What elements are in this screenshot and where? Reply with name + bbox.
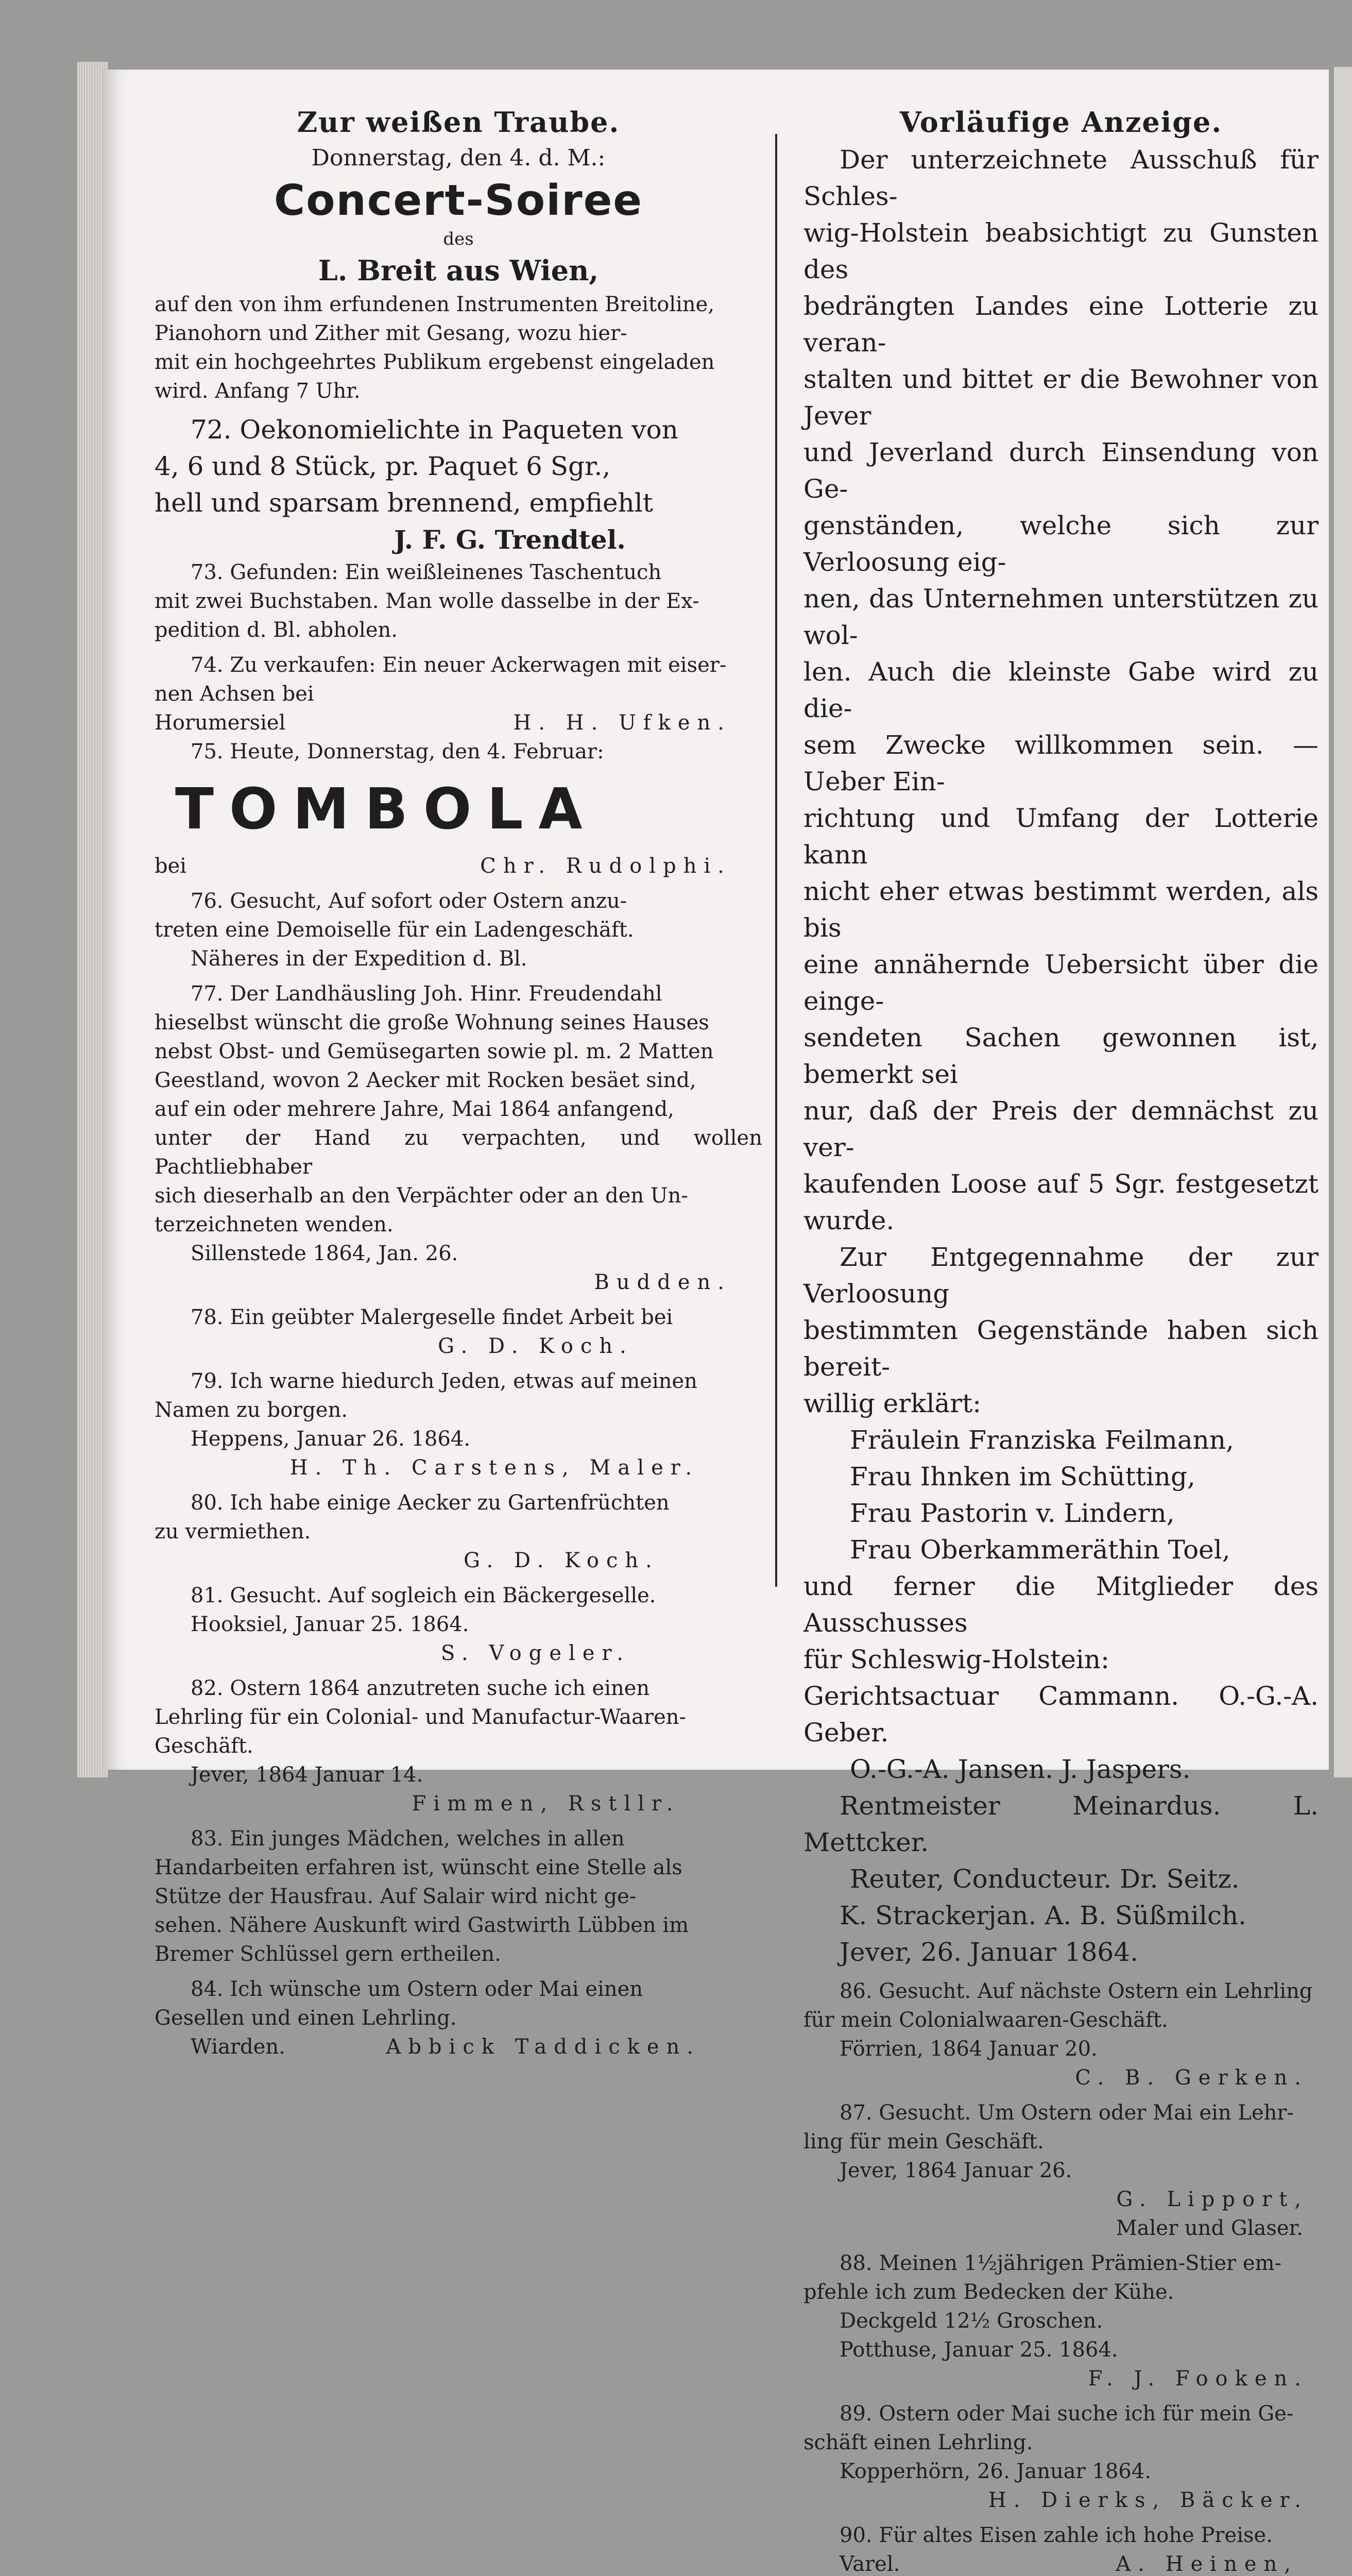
ad-88 [803,2249,1319,2393]
ad-date: Kopperhörn, 26. Januar 1864. [840,2459,1151,2483]
ad-line: sich dieserhalb an den Verpächter oder an den Un- [155,1183,688,1208]
ad-signature: Budden. [594,1270,731,1294]
ad-line: terzeichneten wenden. [155,1212,393,1236]
body-line: stalten und bittet er die Bewohner von Jever [803,364,1319,431]
instr-line: wird. Anfang 7 Uhr. [155,379,361,403]
body-line: für Schleswig-Holstein: [803,1644,1109,1674]
ad-line: unter der Hand zu verpachten, und wollen Pachtliebhaber [155,1126,762,1179]
ad-77 [155,979,762,1297]
ad-line: für mein Colonialwaaren-Geschäft. [803,2008,1168,2032]
helper-name: Frau Oberkammeräthin Toel, [850,1534,1230,1565]
instr-line: Pianohorn und Zither mit Gesang, wozu hier- [155,321,627,345]
body-line: bestimmten Gegenstände haben sich bereit- [803,1315,1319,1382]
ad-signature: G. Lipport, [1116,2187,1308,2211]
member-line: Reuter, Conducteur. Dr. Seitz. [850,1863,1240,1894]
ad-line: hell und sparsam brennend, empfiehlt [155,487,653,518]
ad-signature: S. Vogeler. [441,1641,630,1665]
body-line: nen, das Unternehmen unterstützen zu wol- [803,583,1319,650]
ad-line: 80. Ich habe einige Aecker zu Gartenfrüchten [191,1490,670,1515]
ad-line: 82. Ostern 1864 anzutreten suche ich einen [191,1676,650,1700]
ad-line: 84. Ich wünsche um Ostern oder Mai einen [191,1977,643,2001]
ad-82 [155,1674,762,1818]
ad-89 [803,2399,1319,2515]
ad-line: Stütze der Hausfrau. Auf Salair wird nicht ge- [155,1884,637,1908]
traube-date: Donnerstag, den 4. d. M.: [311,144,606,171]
helper-name: Frau Ihnken im Schütting, [850,1461,1195,1492]
ad-line: pfehle ich zum Bedecken der Kühe. [803,2280,1174,2304]
ad-signature-title: Maler und Glaser. [1116,2216,1303,2240]
ad-73 [155,558,762,645]
ad-line: Namen zu borgen. [155,1398,348,1422]
ad-line: sehen. Nähere Auskunft wird Gastwirth Lübben im [155,1913,689,1937]
ad-line: nen Achsen bei [155,682,314,706]
ad-place: Wiarden. [191,2035,285,2059]
ad-line: treten eine Demoiselle für ein Ladengeschäft. [155,918,634,942]
body-line: Der unterzeichnete Ausschuß für Schles- [803,144,1319,211]
ad-line: Gesellen und einen Lehrling. [155,2006,457,2030]
ad-line: 73. Gefunden: Ein weißleinenes Taschentuch [191,560,662,584]
ad-line: Geschäft. [155,1734,253,1758]
ad-line: 87. Gesucht. Um Ostern oder Mai ein Lehr- [840,2100,1294,2125]
ad-74 [155,651,762,737]
body-line: richtung und Umfang der Lotterie kann [803,803,1319,870]
ad-date: Potthuse, Januar 25. 1864. [840,2337,1118,2362]
ad-signature: J. F. G. Trendtel. [394,524,626,555]
ad-81 [155,1581,762,1668]
member-line: K. Strackerjan. A. B. Süßmilch. [840,1900,1247,1930]
ad-79 [155,1367,762,1482]
ad-line: 88. Meinen 1½jährigen Prämien-Stier em- [840,2251,1282,2275]
ad-line: 72. Oekonomielichte in Paqueten von [191,414,678,445]
body-line: len. Auch die kleinste Gabe wird zu die- [803,656,1319,723]
body-line: und ferner die Mitglieder des Ausschusses [803,1571,1319,1638]
ad-line: 4, 6 und 8 Stück, pr. Paquet 6 Sgr., [155,451,611,481]
ad-line: zu vermiethen. [155,1519,311,1544]
ad-date: Hooksiel, Januar 25. 1864. [191,1612,469,1636]
instr-line: auf den von ihm erfundenen Instrumenten Breitoline, [155,292,715,316]
ad-line: pedition d. Bl. abholen. [155,618,398,642]
left-column [155,103,762,2061]
ad-84 [155,1975,762,2061]
ad-line: Handarbeiten erfahren ist, wünscht eine Stelle als [155,1855,682,1879]
vorlaeufige-body [803,142,1319,1971]
ad-90 [803,2521,1319,2576]
newspaper-page [103,70,1329,2576]
ad-line: 75. Heute, Donnerstag, den 4. Februar: [191,739,604,764]
ad-line: Lehrling für ein Colonial- und Manufactur-Waaren- [155,1705,687,1729]
book-right-edge [1334,67,1352,1777]
ad-line: Näheres in der Expedition d. Bl. [191,946,527,971]
ad-signature: Abbick Taddicken. [386,2035,700,2059]
ad-83 [155,1824,762,1969]
body-line: nicht eher etwas bestimmt werden, als bis [803,876,1319,943]
ad-line: mit zwei Buchstaben. Man wolle dasselbe in der Ex- [155,589,699,613]
breit-name: L. Breit aus Wien, [318,254,599,287]
tombola-title: TOMBOLA [175,775,598,842]
ad-line: schäft einen Lehrling. [803,2430,1033,2454]
ad-bei: bei [155,854,187,878]
ad-line: 83. Ein junges Mädchen, welches in allen [191,1826,625,1851]
instr-line: mit ein hochgeehrtes Publikum ergebenst eingeladen [155,350,715,374]
des-word: des [443,229,474,250]
body-line: kaufenden Loose auf 5 Sgr. festgesetzt wurde. [803,1168,1319,1235]
body-line: nur, daß der Preis der demnächst zu ver- [803,1095,1319,1162]
concert-title: Concert-Soiree [274,176,643,226]
ad-75 [155,737,762,880]
ad-86 [803,1977,1319,2092]
ad-78 [155,1303,762,1361]
vorlaeufige-title: Vorläufige Anzeige. [899,106,1223,139]
ad-line: hieselbst wünscht die große Wohnung seines Hauses [155,1010,709,1035]
ad-date: Jever, 1864 Januar 26. [840,2158,1072,2182]
ad-line: Deckgeld 12½ Groschen. [840,2309,1103,2333]
ad-signature: G. D. Koch. [438,1334,634,1358]
ad-date: Heppens, Januar 26. 1864. [191,1427,471,1451]
ad-place: Varel. [840,2552,900,2576]
body-line: Zur Entgegennahme der zur Verloosung [803,1242,1319,1309]
body-line: eine annähernde Uebersicht über die einge- [803,949,1319,1016]
body-line: bedrängten Landes eine Lotterie zu veran- [803,291,1319,358]
helper-name: Fräulein Franziska Feilmann, [850,1425,1234,1455]
member-line: Rentmeister Meinardus. L. Mettcker. [803,1790,1319,1857]
member-line: Gerichtsactuar Cammann. O.-G.-A. Geber. [803,1681,1319,1748]
ad-line: 74. Zu verkaufen: Ein neuer Ackerwagen mit eiser- [191,653,727,677]
ad-signature: H. Dierks, Bäcker. [988,2488,1308,2512]
ad-place: Horumersiel [155,710,286,735]
ad-signature: A. Heinen, [1116,2552,1298,2576]
right-column [803,103,1319,2576]
ad-line: 90. Für altes Eisen zahle ich hohe Preise. [840,2523,1273,2547]
ad-line: ling für mein Geschäft. [803,2129,1044,2154]
ad-line: 76. Gesucht, Auf sofort oder Ostern anzu- [191,889,627,913]
ad-76 [155,887,762,973]
ad-line: 89. Ostern oder Mai suche ich für mein Ge- [840,2401,1294,2426]
ad-signature: G. D. Koch. [464,1548,659,1572]
ad-87 [803,2098,1319,2243]
ad-line: auf ein oder mehrere Jahre, Mai 1864 anfangend, [155,1097,675,1121]
ad-line: 81. Gesucht. Auf sogleich ein Bäckergeselle. [191,1583,656,1607]
ad-date: Sillenstede 1864, Jan. 26. [191,1241,458,1265]
body-line: sendeten Sachen gewonnen ist, bemerkt sei [803,1022,1319,1089]
ad-80 [155,1488,762,1575]
ad-line: nebst Obst- und Gemüsegarten sowie pl. m. 2 Matten [155,1039,714,1063]
concert-instruments [155,290,762,405]
member-line: O.-G.-A. Jansen. J. Jaspers. [850,1754,1191,1784]
body-line: wig-Holstein beabsichtigt zu Gunsten des [803,217,1319,284]
ad-signature: H. H. Ufken. [513,710,731,735]
ad-signature: H. Th. Carstens, Maler. [289,1455,699,1480]
body-line: und Jeverland durch Einsendung von Ge- [803,437,1319,504]
body-line: genständen, welche sich zur Verloosung eig- [803,510,1319,577]
ad-date: Förrien, 1864 Januar 20. [840,2037,1098,2061]
ad-date: Jever, 1864 Januar 14. [191,1762,423,1787]
body-line: willig erklärt: [803,1388,982,1418]
traube-title: Zur weißen Traube. [297,106,620,139]
ad-signature: F. J. Fooken. [1088,2366,1308,2391]
ad-line: 77. Der Landhäusling Joh. Hinr. Freudendahl [191,981,662,1006]
body-line: sem Zwecke willkommen sein. — Ueber Ein- [803,730,1319,796]
ad-line: 78. Ein geübter Malergeselle findet Arbeit bei [191,1305,673,1329]
ad-72 [155,412,762,558]
ad-line: Bremer Schlüssel gern ertheilen. [155,1942,501,1966]
ad-signature: Fimmen, Rstllr. [412,1791,680,1816]
helper-name: Frau Pastorin v. Lindern, [850,1498,1175,1528]
ad-line: Geestland, wovon 2 Aecker mit Rocken besäet sind, [155,1068,696,1092]
ad-signature: C. B. Gerken. [1075,2065,1308,2090]
column-divider [775,134,777,1587]
vorl-date: Jever, 26. Januar 1864. [840,1937,1139,1967]
ad-line: 79. Ich warne hiedurch Jeden, etwas auf meinen [191,1369,697,1393]
ad-signature: Chr. Rudolphi. [480,854,731,878]
ad-line: 86. Gesucht. Auf nächste Ostern ein Lehrling [840,1979,1313,2003]
